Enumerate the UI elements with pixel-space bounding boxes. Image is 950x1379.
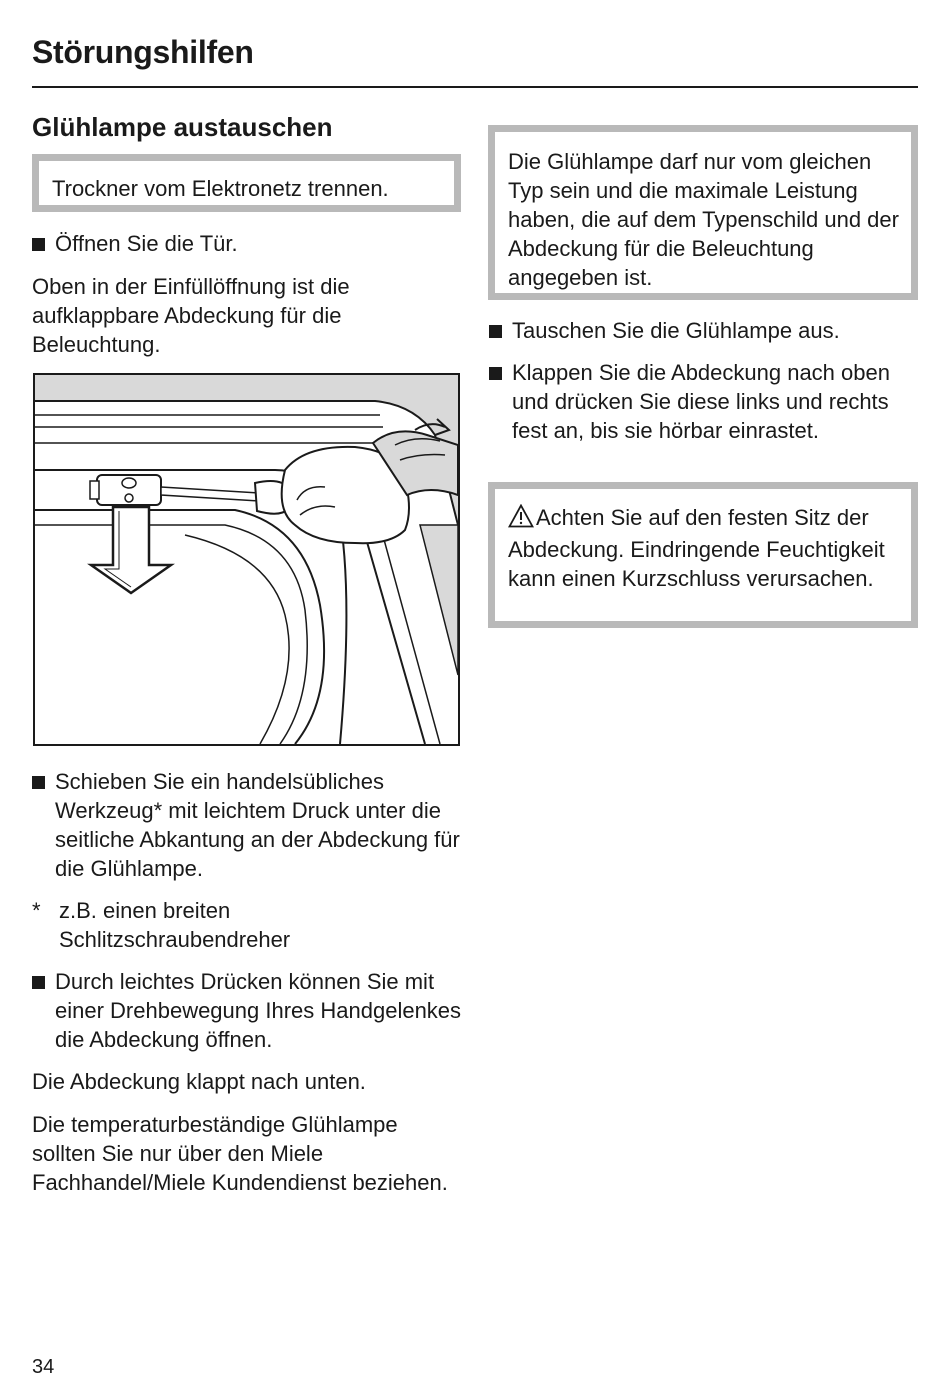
section-title: Glühlampe austauschen <box>32 112 333 142</box>
step-text: Durch leichtes Drücken können Sie mit einer Drehbewegung Ihres Handgelenkes die Abdeckung öffnen. <box>55 969 462 1052</box>
lamp-type-notice-text: Die Glühlampe darf nur vom gleichen Typ sein und die maximale Leistung haben, die auf dem Typenschild und der Abdeckung für die Beleuchtung angegeben ist. <box>508 149 899 290</box>
lamp-purchase-paragraph: Die temperaturbeständige Glühlampe sollten Sie nur über den Miele Fachhandel/Miele Kundendienst beziehen. <box>32 1112 448 1195</box>
step-open-door <box>32 229 462 258</box>
page-title: Störungshilfen <box>32 34 254 70</box>
bullet-square <box>32 976 45 989</box>
warning-text: Achten Sie auf den festen Sitz der Abdeckung. Eindringende Feuchtigkeit kann einen Kurzschluss verursachen. <box>508 505 885 591</box>
title-divider <box>32 86 918 88</box>
tool-footnote <box>32 896 462 954</box>
step-text: Schieben Sie ein handelsübliches Werkzeug* mit leichtem Druck unter die seitliche Abkantung an der Abdeckung für die Glühlampe. <box>55 769 460 881</box>
lamp-type-notice-box <box>488 125 918 300</box>
footnote-mark: * <box>32 898 41 923</box>
step-insert-tool <box>32 767 462 883</box>
lamp-cover-illustration <box>33 373 460 746</box>
page-number: 34 <box>32 1356 55 1378</box>
step-open-cover <box>32 967 462 1054</box>
step-text: Tauschen Sie die Glühlampe aus. <box>512 318 840 343</box>
step-text: Öffnen Sie die Tür. <box>55 231 238 256</box>
step-replace-lamp <box>489 316 919 345</box>
disconnect-notice-text: Trockner vom Elektronetz trennen. <box>52 176 389 201</box>
cover-location-paragraph: Oben in der Einfüllöffnung ist die aufklappbare Abdeckung für die Beleuchtung. <box>32 274 350 357</box>
bullet-square <box>32 238 45 251</box>
bullet-square <box>489 325 502 338</box>
bullet-square <box>489 367 502 380</box>
warning-box <box>488 482 918 628</box>
lamp-cover-drawing <box>35 375 458 744</box>
step-text: Klappen Sie die Abdeckung nach oben und drücken Sie diese links und rechts fest an, bis sie hörbar einrastet. <box>512 360 890 443</box>
warning-triangle-icon <box>508 504 534 535</box>
cover-folds-paragraph: Die Abdeckung klappt nach unten. <box>32 1069 366 1094</box>
bullet-square <box>32 776 45 789</box>
step-close-cover <box>489 358 919 445</box>
disconnect-notice-box <box>32 154 461 212</box>
footnote-text: z.B. einen breiten Schlitzschraubendreher <box>59 898 291 952</box>
